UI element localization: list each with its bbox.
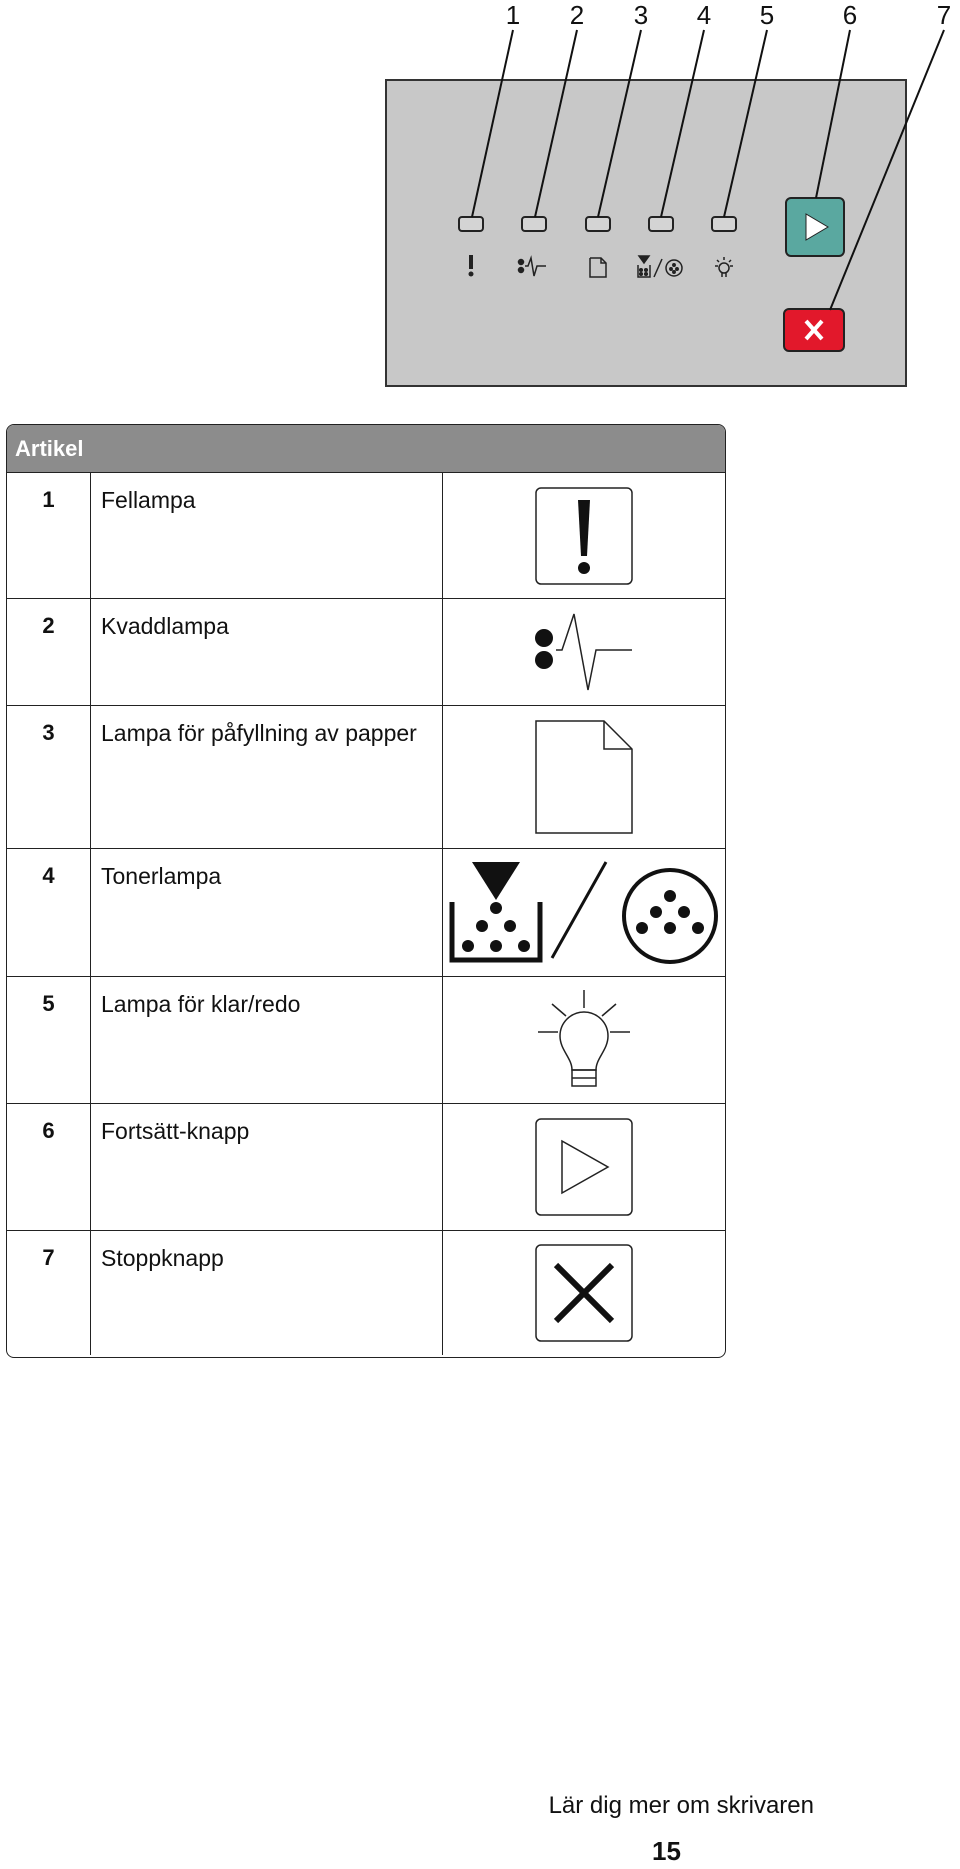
table-row <box>7 599 725 706</box>
table-row <box>7 706 725 849</box>
table-header: Artikel <box>7 425 725 473</box>
panel-svg <box>0 0 960 400</box>
item-number: 7 <box>7 1231 91 1355</box>
stop-button <box>784 309 844 351</box>
callout-4: 4 <box>696 0 712 30</box>
error-led <box>459 217 483 231</box>
play-icon <box>534 1117 634 1217</box>
paper-icon <box>534 719 634 835</box>
item-label: Fellampa <box>91 473 443 598</box>
stop-x-icon <box>534 1243 634 1343</box>
page-number: 15 <box>652 1836 681 1866</box>
item-icon-cell <box>443 599 725 705</box>
callout-1: 1 <box>505 0 521 30</box>
item-label: Stoppknapp <box>91 1231 443 1355</box>
table-row <box>7 977 725 1104</box>
paper-led <box>586 217 610 231</box>
jam-led <box>522 217 546 231</box>
ready-led <box>712 217 736 231</box>
item-number: 2 <box>7 599 91 705</box>
table-row <box>7 1104 725 1231</box>
exclamation-icon <box>534 486 634 586</box>
exclamation-icon <box>469 255 474 277</box>
item-icon-cell <box>443 706 725 848</box>
section-title: Lär dig mer om skrivaren <box>548 1792 814 1819</box>
item-label: Lampa för klar/redo <box>91 977 443 1103</box>
item-label: Fortsätt-knapp <box>91 1104 443 1230</box>
control-panel-diagram <box>0 0 960 400</box>
table-row <box>7 849 725 977</box>
callout-2: 2 <box>569 0 585 30</box>
item-icon-cell <box>443 473 725 598</box>
paper-jam-icon <box>532 610 636 694</box>
table-row <box>7 473 725 599</box>
item-label: Kvaddlampa <box>91 599 443 705</box>
item-icon-cell <box>443 977 725 1103</box>
callout-5: 5 <box>759 0 775 30</box>
item-icon-cell <box>443 1231 725 1355</box>
item-label: Tonerlampa <box>91 849 443 976</box>
item-number: 4 <box>7 849 91 976</box>
light-bulb-icon <box>534 988 634 1092</box>
item-number: 6 <box>7 1104 91 1230</box>
item-number: 1 <box>7 473 91 598</box>
items-table <box>6 424 726 1358</box>
item-icon-cell <box>443 1104 725 1230</box>
callout-3: 3 <box>633 0 649 30</box>
item-label: Lampa för påfyllning av papper <box>91 706 443 848</box>
item-number: 3 <box>7 706 91 848</box>
item-number: 5 <box>7 977 91 1103</box>
continue-button <box>786 198 844 256</box>
callout-7: 7 <box>936 0 952 30</box>
toner-led <box>649 217 673 231</box>
table-row <box>7 1231 725 1355</box>
item-icon-cell <box>443 849 725 976</box>
callout-6: 6 <box>842 0 858 30</box>
toner-icon <box>448 858 720 968</box>
